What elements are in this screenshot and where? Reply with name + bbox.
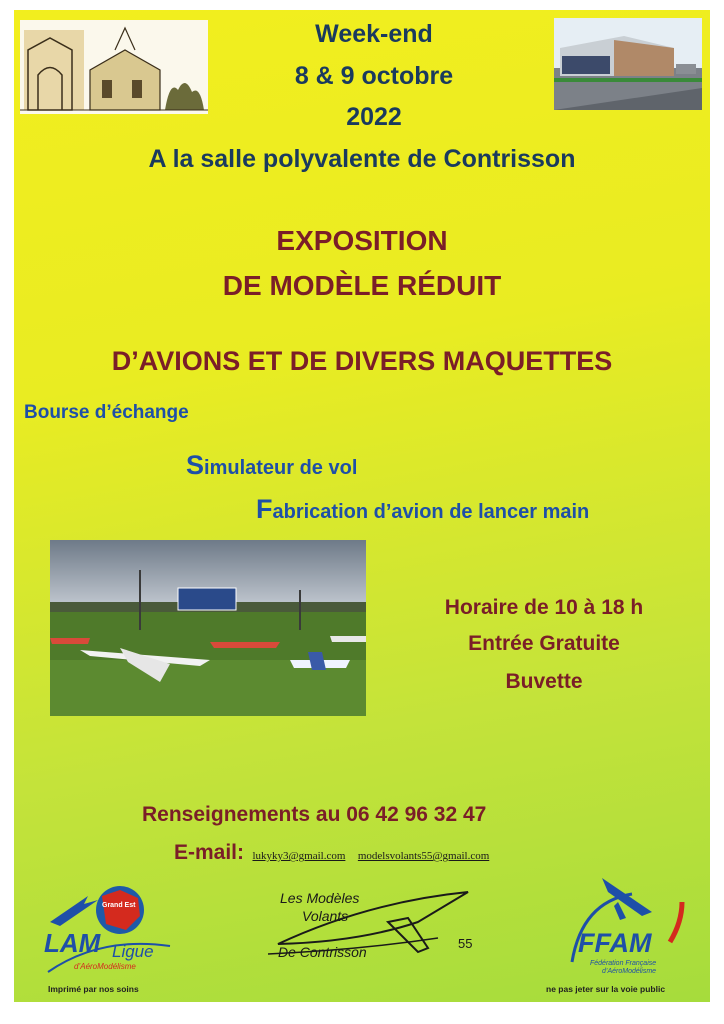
ffam-line1: Fédération Française — [590, 960, 657, 967]
activity-fabrication-cap: F — [256, 494, 273, 524]
lam-region: Grand Est — [102, 902, 136, 909]
venue-label: A la salle polyvalente de Contrisson — [148, 145, 576, 173]
ffam-abbr: FFAM — [578, 928, 652, 958]
email-link-2[interactable]: modelsvolants55@gmail.com — [357, 850, 490, 862]
title-model: DE MODÈLE RÉDUIT — [222, 270, 502, 301]
activity-simulator-cap: S — [186, 450, 205, 480]
club-num: 55 — [458, 936, 473, 951]
activity-exchange-text: Bourse d’échange — [24, 402, 189, 423]
church-sketch-image — [20, 20, 208, 114]
lam-sub: d’AéroModélisme — [74, 962, 136, 971]
poster — [14, 10, 710, 1002]
entry-label: Entrée Gratuite — [468, 632, 620, 655]
bar-label: Buvette — [505, 670, 583, 693]
lam-abbr: LAM — [44, 928, 101, 958]
activity-exchange — [24, 402, 189, 424]
title-planes: D’AVIONS ET DE DIVERS MAQUETTES — [111, 346, 613, 376]
activity-fabrication-text: abrication d’avion de lancer main — [272, 501, 590, 523]
activity-fabrication — [256, 494, 589, 525]
ffam-logo — [562, 872, 702, 982]
footer-left: Imprimé par nos soins — [48, 984, 139, 994]
building-photo — [554, 18, 702, 110]
email-link-1[interactable]: lukyky3@gmail.com — [252, 850, 346, 862]
hours-label: Horaire de 10 à 18 h — [444, 596, 644, 619]
title-exposition: EXPOSITION — [276, 225, 448, 256]
lam-logo — [40, 876, 180, 976]
ffam-line2: d’AéroModélisme — [602, 968, 657, 975]
dates-label: 8 & 9 octobre — [294, 62, 454, 90]
footer-right: ne pas jeter sur la voie public — [546, 984, 666, 994]
club-line1: Les Modèles — [280, 890, 360, 906]
email-label: E-mail: — [174, 841, 245, 864]
email-line — [174, 841, 489, 865]
activity-simulator-text: imulateur de vol — [204, 457, 358, 479]
airfield-photo — [50, 540, 366, 716]
club-line2: Volants — [302, 908, 349, 924]
weekend-label: Week-end — [315, 20, 433, 48]
lam-name: Ligue — [112, 942, 154, 961]
club-line3: De Contrisson — [278, 944, 367, 960]
year-label: 2022 — [346, 103, 402, 131]
club-logo — [258, 882, 478, 972]
activity-simulator — [186, 450, 357, 481]
phone-line: Renseignements au 06 42 96 32 47 — [142, 803, 487, 826]
